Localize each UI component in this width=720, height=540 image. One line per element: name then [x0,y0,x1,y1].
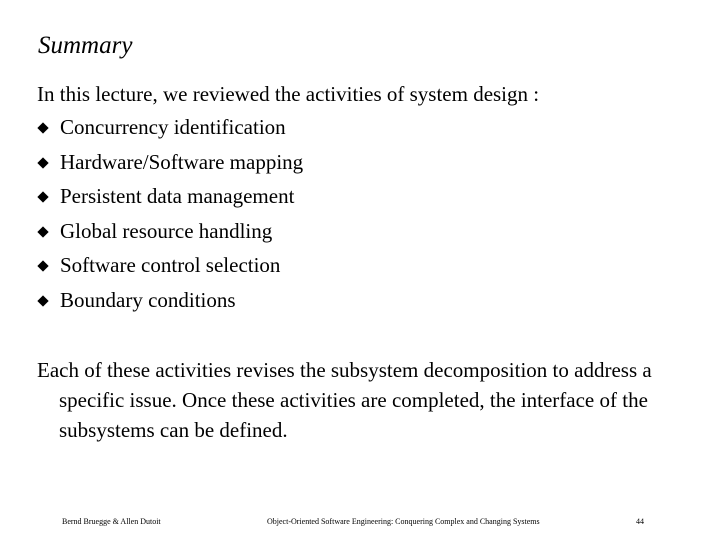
footer-page-number: 44 [636,517,644,526]
conclusion-text: Each of these activities revises the subsystem decomposition to address a specific issue. Once these activities are completed, the interface of the subsystems can be defined. [37,358,652,442]
bullet-item-hardware-software [37,148,303,183]
diamond-bullet-icon [37,226,48,237]
footer-course-title: Object-Oriented Software Engineering: Conquering Complex and Changing Systems [267,517,540,526]
bullet-label: Concurrency identification [60,115,286,139]
diamond-bullet-icon [37,295,48,306]
bullet-label: Hardware/Software mapping [60,149,304,174]
bullet-item-software-control [37,251,303,286]
bullet-label: Global resource handling [60,218,273,243]
diamond-bullet-icon [37,260,48,271]
slide-title: Summary [38,32,133,59]
bullet-item-concurrency [37,113,303,148]
bullet-label: Boundary conditions [60,287,236,312]
bullet-item-persistent-data [37,182,303,217]
bullet-item-boundary-conditions [37,286,303,321]
diamond-bullet-icon [37,191,48,202]
diamond-bullet-icon [37,122,48,133]
footer-authors: Bernd Bruegge & Allen Dutoit [62,517,161,526]
bullet-label: Persistent data management [60,184,295,208]
diamond-bullet-icon [37,157,48,168]
bullet-list [37,113,303,320]
bullet-item-global-resource [37,217,303,252]
bullet-label: Software control selection [60,253,281,277]
intro-text: In this lecture, we reviewed the activities of system design : [37,82,540,106]
